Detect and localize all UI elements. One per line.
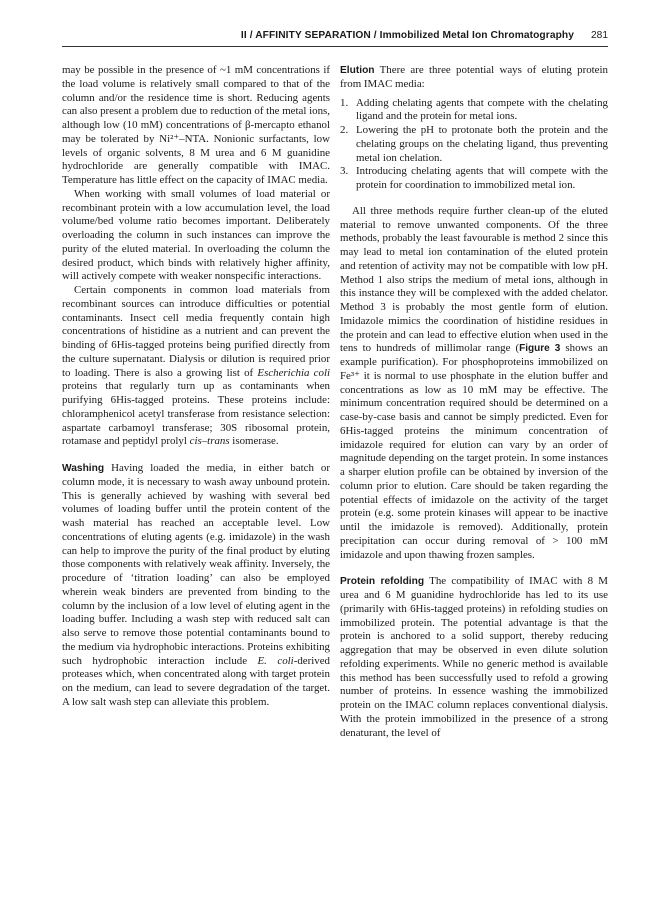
- text-run: shows an example purification). For phosphoproteins immobilized on Fe³⁺ it is normal to use phosphate in the elution buffer and concentrations as low as 10 mM may be effective. The minimum concentration required should be determined on a case-by-case basis and cannot be simply predicted. Even for 6His-tagged proteins the minimum concentration of imidazole required for elution can vary by an order of magnitude depending on the target protein. In some instances a sharper elution profile can be obtained by inversion of the column prior to elution. Care should be taken regarding the potential effects of imidazole on the activity of the target protein (e.g. some protein kinases will appear to be inactive until the imidazole is removed). Additionally, protein precipitation can occur during removal of > 100 mM imidazole and upon thawing frozen samples.: [340, 342, 608, 561]
- list-text: Adding chelating agents that compete with the chelating ligand and the protein for metal ions.: [356, 96, 608, 123]
- text-run: Certain components in common load materials from recombinant sources can introduce difficulties or potential contaminants. Insect cell media frequently contain high concentrations of histidine as a nutrient and can prevent the binding of 6His-tagged proteins being purified directly from the culture supernatant. Dialysis or dilution is required prior to loading. There is also a growing list of: [62, 284, 330, 379]
- section-heading-elution: Elution: [340, 65, 375, 76]
- section-heading-refolding: Protein refolding: [340, 576, 425, 588]
- text-run: The compatibility of IMAC with 8 M urea and 6 M guanidine hydrochloride has led to its use (primarily with 6His-tagged proteins) in refolding studies on immobilized protein. The potential advantage is that the protein is anchored to a solid support, thereby reducing aggregation that may be observed in even dilute solution refolding experiments. While no generic method is available this method has been successfully used to refold a growing number of proteins. In essence washing the immobilized protein on the IMAC column replaces conventional dialysis. With the protein immobilized in the presence of a strong denaturant, the level of: [340, 575, 608, 739]
- page-number: 281: [591, 30, 608, 41]
- list-number: 2.: [340, 124, 349, 136]
- italic-term: cis–trans: [189, 435, 230, 448]
- paragraph-elution-methods: [340, 205, 608, 563]
- text-run: isomerase.: [229, 435, 279, 448]
- list-item: [340, 124, 608, 165]
- section-elution: [340, 64, 608, 92]
- right-column: [340, 64, 608, 740]
- section-heading-washing: Washing: [62, 463, 105, 474]
- list-text: Lowering the pH to protonate both the protein and the chelating groups on the chelating ligand, thus preventing metal ion chelation.: [356, 124, 608, 164]
- italic-term: E. coli: [257, 654, 294, 667]
- header-title: II / AFFINITY SEPARATION / Immobilized Metal Ion Chromatography: [240, 30, 574, 41]
- text-run: proteins that regularly turn up as contaminants when purifying 6His-tagged proteins. These proteins include: chloramphenicol acetyl transferase from resistance selection: aspartate carbamoyl transferase; 30S ribosomal protein, rotamase and peptidyl prolyl: [62, 380, 330, 448]
- paragraph-load-volume: When working with small volumes of load material or recombinant protein with a low accumulation level, the load volume/bed volume ratio becomes important. Deliberately overloading the column in such instances can improve the purity of the eluted material. In overloading the column the desired product, which binds with relatively higher affinity, will actively compete with weaker nonspecific interactions.: [62, 187, 330, 283]
- section-protein-refolding: [340, 575, 608, 740]
- italic-term: Escherichia coli: [257, 366, 330, 379]
- elution-methods-list: [340, 97, 608, 193]
- left-column: [62, 64, 330, 710]
- list-number: 1.: [340, 96, 349, 109]
- text-run: Having loaded the media, in either batch or column mode, it is necessary to wash away unbound protein. This is generally achieved by washing with several bed volumes of loading buffer until the protein content of the wash material has reached an acceptable level. Low concentrations of eluting agents (e.g. imidazole) in the wash can help to improve the purity of the final product by eluting those components with relatively weak affinity. Inversely, the procedure of ‘titration loading’ can also be employed wherein weak binders are prevented from binding to the column by the inclusion of a low level of eluting agent in the loading buffer. Including a wash step with reduced salt can also serve to remove those potential contaminants bound to the medium via hydrophobic interactions. Proteins exhibiting such hydrophobic interaction include: [62, 462, 330, 667]
- list-text: Introducing chelating agents that will compete with the protein for coordination to immobilized metal ion.: [356, 165, 608, 191]
- running-header: [62, 26, 608, 47]
- list-item: [340, 165, 608, 193]
- paragraph-contaminants: [62, 284, 330, 449]
- text-run: -derived proteases which, when concentrated along with target protein on the medium, can lead to severe degradation of the target. A low salt wash step can alleviate this problem.: [62, 654, 330, 708]
- paragraph-continued: may be possible in the presence of ~1 mM concentrations if the load volume is relatively small compared to that of the column and/or the residence time is short. Reducing agents can also present a problem due to reduction of the metal ions, although low (10 mM) concentrations of β-mercapto ethanol may be tolerated by Ni²⁺–NTA. Nonionic surfactants, low levels of organic solvents, 8 M urea and 6 M guanidine hydrochloride are generally compatible with IMAC. Temperature has little effect on the capacity of IMAC media.: [62, 64, 330, 186]
- text-run: All three methods require further clean-up of the eluted material to remove unwanted components. Of the three methods, probably the least favourable is method 2 since this may lead to metal ion contamination of the eluted protein and retention of activity may not be compatible with low pH. Method 1 also strips the medium of metal ions, although in this instance they will be complexed with the added chelator. Method 3 is probably the most gentle form of elution. Imidazole mimics the coordination of histidine residues in the protein and can lead to effective elution when used in the tens to hundreds of millimolar range (: [340, 204, 608, 355]
- list-number: 3.: [340, 165, 349, 178]
- section-washing: [62, 462, 330, 710]
- list-item: [340, 97, 608, 125]
- figure-reference: Figure 3: [519, 343, 561, 355]
- text-run: There are three potential ways of eluting protein from IMAC media:: [340, 64, 608, 90]
